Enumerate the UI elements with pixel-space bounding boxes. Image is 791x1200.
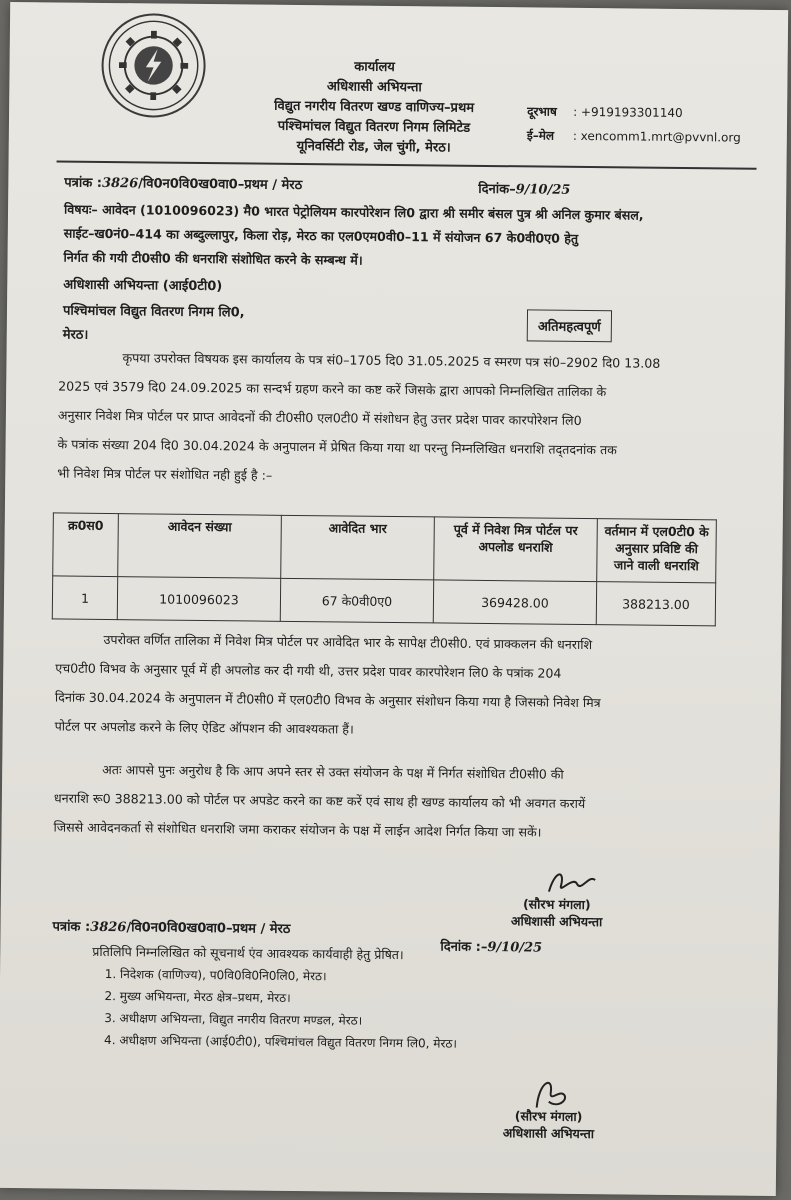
- para1-line: 2025 एवं 3579 दि0 24.09.2025 का सन्दर्भ ग्रहण करने का कष्ट करें जिसके द्वारा आपको निम्नलिखित तालिका के: [58, 378, 607, 400]
- ref-suffix: /वि0न0वि0ख0वा0–प्रथम / मेरठ: [138, 176, 303, 194]
- copy-date-value: 9/10/25: [487, 940, 543, 956]
- table-header-cell: क्र0स0: [53, 513, 119, 577]
- table-row: [52, 576, 715, 626]
- signatory-title: अधिशासी अभियन्ता: [510, 913, 603, 930]
- table-header-cell: आवेदन संख्या: [118, 514, 282, 579]
- para1-line: के पत्रांक संख्या 204 दि0 30.04.2024 के अनुपालन में प्रेषित किया गया था परन्तु निम्नलिखित धनराशि तद्तदनांक तक: [57, 436, 617, 458]
- table-header-row: [53, 513, 717, 583]
- copy-recipient-list: [91, 963, 458, 1055]
- addressee-line2: पश्चिमांचल विद्युत वितरण निगम लि0,: [62, 303, 245, 321]
- copy-ref-label: पत्रांक :: [52, 919, 91, 935]
- para2-line: दिनांक 30.04.2024 के अनुपालन में टी0सी0 में एल0टी0 विभव के अनुसार संशोधन किया गया है जिसको निवेश मित्र: [54, 689, 601, 711]
- ref-line: [64, 173, 302, 193]
- list-item: 1. निदेशक (वाणिज्य), प0वि0वि0नि0लि0, मेरठ।: [120, 963, 458, 989]
- signature-block-1: [487, 895, 627, 930]
- signatory-title: अधिशासी अभियन्ता: [502, 1125, 595, 1142]
- table-header-cell: आवेदित भार: [281, 515, 435, 580]
- para2-line: एच0टी0 विभव के अनुसार पूर्व में ही अपलोड कर दी गयी थी, उत्तर प्रदेश पावर कारपोरेशन लि0 के पत्रांक 204: [55, 660, 562, 681]
- email-address: : xencomm1.mrt@pvvnl.org: [572, 128, 741, 145]
- signatory-name: (सौरभ मंगला): [522, 896, 591, 913]
- office-line5: यूनिवर्सिटी रोड, जेल चुंगी, मेरठ।: [296, 138, 451, 156]
- table-header-cell: पूर्व में निवेश मित्र पोर्टल पर अपलोड धनराशि: [434, 517, 598, 582]
- pvvnl-logo-icon: [101, 13, 206, 118]
- copy-ref-suffix: /वि0न0वि0ख0वा0–प्रथम / मेरठ: [126, 920, 291, 937]
- table-cell: 1010096023: [117, 577, 280, 622]
- office-line4: पश्चिमांचल विद्युत वितरण निगम लिमिटेड: [277, 118, 471, 136]
- signature-block-2: [478, 1107, 618, 1142]
- copy-ref-number: 3826: [90, 919, 127, 936]
- letter-page: [0, 2, 788, 1196]
- copy-ref-line: [52, 916, 290, 936]
- subject-line1: विषयः– आवेदन (1010096023) मै0 भारत पेट्रोलियम कारपोरेशन लि0 द्वारा श्री समीर बंसल पुत्र श्री अनिल कुमार बंसल,: [63, 201, 644, 223]
- office-header: [259, 57, 490, 159]
- ref-number: 3826: [101, 175, 139, 192]
- list-item: 4. अधीक्षण अभियन्ता (आई0टी0), पश्चिमांचल विद्युत वितरण निगम लि0, मेरठ।: [119, 1029, 457, 1055]
- contact-block: [527, 99, 741, 149]
- office-line2: अधिशासी अभियन्ता: [326, 79, 422, 96]
- email-label: ई–मेल: [526, 128, 555, 143]
- date-label: दिनांक–: [478, 181, 516, 198]
- table-cell: 67 के0वी0ए0: [280, 578, 433, 623]
- para2-line: उपरोक्त वर्णित तालिका में निवेश मित्र पोर्टल पर आवेदित भार के सापेक्ष टी0सी0. एवं प्राक्कलन की धनराशि: [103, 631, 593, 653]
- copy-date-line: [440, 937, 542, 956]
- table-header-cell: वर्तमान में एल0टी0 के अनुसार प्रविष्टि की जाने वाली धनराशि: [597, 519, 717, 583]
- copy-date-label: दिनांक :–: [440, 939, 488, 956]
- copy-intro: प्रतिलिपि निम्नलिखित को सूचनार्थ एंव आवश्यक कार्यवाही हेतु प्रेषित।: [92, 943, 404, 963]
- header-divider: [57, 160, 757, 169]
- addressee-line3: मेरठ।: [62, 327, 89, 343]
- applications-table: [52, 512, 717, 626]
- signatory-name: (सौरभ मंगला): [514, 1108, 583, 1125]
- list-item: 2. मुख्य अभियन्ता, मेरठ क्षेत्र–प्रथम, मेरठ।: [120, 985, 458, 1011]
- body-paragraph-1: [57, 342, 718, 494]
- para1-line: अनुसार निवेश मित्र पोर्टल पर प्राप्त आवेदनों की टी0सी0 एल0टी0 में संशोधन हेतु उत्तर प्रदेश पावर कारपोरेशन लि0: [57, 407, 582, 428]
- table-cell: 369428.00: [433, 580, 596, 625]
- addressee-line1: अधिशासी अभियन्ता (आई0टी0): [63, 277, 223, 295]
- body-paragraph-3: [53, 754, 714, 848]
- table-cell: 388213.00: [596, 582, 715, 626]
- list-item: 3. अधीक्षण अभियन्ता, विद्युत नगरीय वितरण मण्डल, मेरठ।: [119, 1007, 457, 1033]
- ref-label: पत्रांक :: [64, 175, 103, 191]
- date-line: [478, 179, 570, 198]
- date-value: 9/10/25: [515, 182, 571, 198]
- para3-line: धनराशि रू0 388213.00 को पोर्टल पर अपडेट करने का कष्ट करें एवं साथ ही खण्ड कार्यालय को भी अवगत करायें: [53, 790, 586, 812]
- office-line1: कार्यालय: [354, 59, 395, 75]
- para3-line: अतः आपसे पुनः अनुरोध है कि आप अपने स्तर से उक्त संयोजन के पक्ष में निर्गत संशोधित टी0सी0 की: [102, 761, 564, 782]
- para1-line: कृपया उपरोक्त विषयक इस कार्यालय के पत्र सं0–1705 दि0 31.05.2025 व स्मरण पत्र सं0–2902 दि0 13.08: [122, 350, 661, 371]
- para3-line: जिससे आवेदनकर्ता से संशोधित धनराशि जमा कराकर संयोजन के पक्ष में लाईन आदेश निर्गत किया जा सकें।: [53, 819, 542, 840]
- table-cell: 1: [52, 576, 117, 620]
- office-line3: विद्युत नगरीय वितरण खण्ड वाणिज्य–प्रथम: [274, 98, 475, 116]
- para1-line: भी निवेश मित्र पोर्टल पर संशोधित नही हुई है :–: [57, 465, 273, 483]
- priority-badge: अतिमहत्वपूर्ण: [527, 309, 612, 342]
- subject-line3: निर्गत की गयी टी0सी0 की धनराशि संशोधित करने के सम्बन्ध में।: [63, 249, 363, 268]
- subject-line2: साईट–ख0नं0–414 का अब्दुल्लापुर, किला रोड़, मेरठ का एल0एम0वी0–11 में संयोजन 67 के0वी0ए0 हेतु: [63, 225, 579, 246]
- para2-line: पोर्टल पर अपलोड करने के लिए ऐडिट ऑपशन की आवश्यकता हैं।: [54, 718, 354, 737]
- phone-number: : +919193301140: [573, 104, 683, 121]
- phone-label: दूरभाष: [527, 104, 557, 119]
- body-paragraph-2: [55, 624, 716, 747]
